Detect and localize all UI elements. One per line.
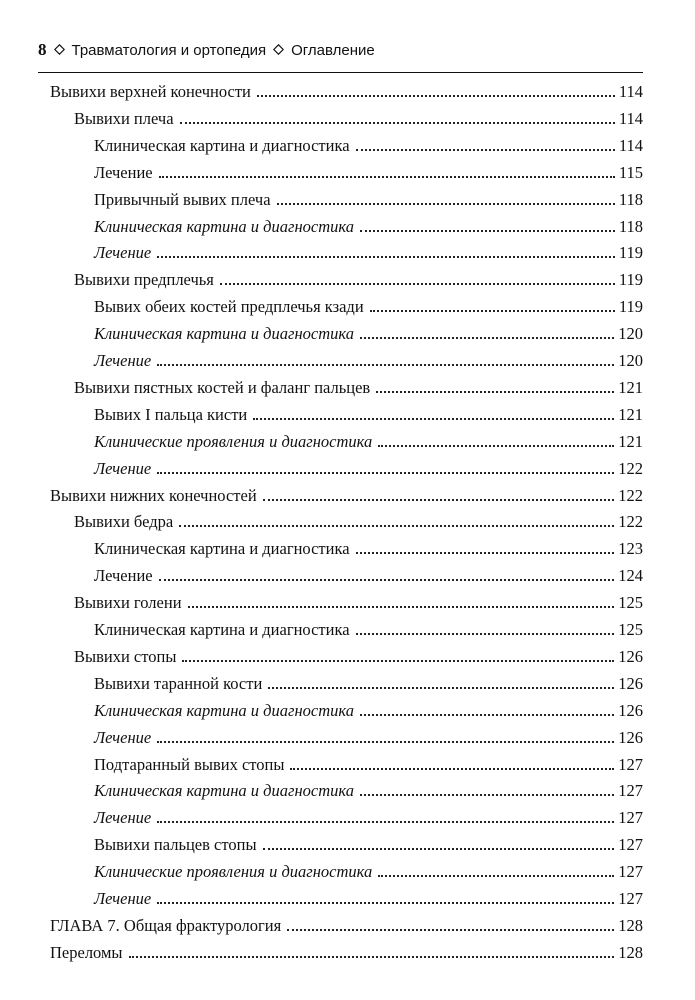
dot-leader <box>220 283 615 285</box>
toc-entry-page: 125 <box>618 620 643 639</box>
toc-entry-page: 124 <box>618 566 643 586</box>
toc-entry-title: Вывихи предплечья <box>74 270 214 290</box>
toc-entry[interactable] <box>94 749 643 775</box>
toc-entry-title: Клиническая картина и диагностика <box>94 620 350 639</box>
toc-entry-title: Клиническая картина и диагностика <box>94 539 350 559</box>
toc-entry-title: Вывихи пальцев стопы <box>94 835 257 855</box>
running-header <box>38 38 658 62</box>
dot-leader <box>360 794 614 796</box>
toc-entry[interactable] <box>94 291 643 317</box>
toc-entry[interactable] <box>50 910 643 936</box>
toc-entry[interactable] <box>50 76 643 102</box>
section-title: Оглавление <box>291 41 375 59</box>
toc-entry-title: Лечение <box>94 458 152 478</box>
toc-entry-page: 121 <box>618 431 643 451</box>
toc-entry-page: 127 <box>618 754 643 774</box>
toc-entry-title: ГЛАВА 7. Общая фрактурология <box>50 915 282 935</box>
dot-leader <box>277 203 615 205</box>
toc-entry-page: 121 <box>618 377 643 397</box>
toc-entry-page: 119 <box>618 243 643 263</box>
toc-entry-title: Вывихи бедра <box>74 512 174 532</box>
toc-entry-page: 115 <box>618 162 643 182</box>
dot-leader <box>188 606 615 608</box>
toc-entry[interactable] <box>94 695 643 721</box>
toc-entry-title: Лечение <box>94 808 152 828</box>
dot-leader <box>360 714 614 716</box>
toc-entry[interactable] <box>94 237 643 263</box>
dot-leader <box>157 472 614 474</box>
toc-entry-title: Лечение <box>94 889 152 908</box>
toc-entry[interactable] <box>50 937 643 963</box>
toc-entry-title: Подтаранный вывих стопы <box>94 754 285 774</box>
dot-leader <box>356 633 615 635</box>
toc-entry-title: Вывихи пястных костей и фаланг пальцев <box>74 377 371 397</box>
toc-entry-title: Клиническая картина и диагностика <box>94 700 354 720</box>
toc-entry-title: Привычный вывих плеча <box>94 189 271 209</box>
toc-entry-page: 127 <box>618 835 643 855</box>
dot-leader <box>182 660 614 662</box>
toc-entry[interactable] <box>74 372 643 398</box>
dot-leader <box>253 418 614 420</box>
toc-entry-page: 128 <box>618 915 643 935</box>
toc-entry-title: Вывих обеих костей предплечья кзади <box>94 297 364 317</box>
toc-entry-page: 118 <box>618 216 643 236</box>
dot-leader <box>378 875 614 877</box>
dot-leader <box>370 310 615 312</box>
book-title: Травматология и ортопедия <box>71 41 267 59</box>
toc-entry[interactable] <box>94 614 643 640</box>
toc-entry-page: 126 <box>618 700 643 720</box>
toc-entry-title: Клиническая картина и диагностика <box>94 135 350 155</box>
toc-entry-page: 121 <box>618 404 643 424</box>
toc-entry-title: Лечение <box>94 162 153 182</box>
dot-leader <box>263 848 615 850</box>
toc-entry[interactable] <box>94 856 643 882</box>
dot-leader <box>157 902 614 904</box>
toc-entry[interactable] <box>94 426 643 452</box>
dot-leader <box>263 499 615 501</box>
toc-entry-page: 122 <box>618 512 643 532</box>
toc-entry-title: Клиническая картина и диагностика <box>94 216 354 236</box>
diamond-outline-icon <box>273 43 284 58</box>
dot-leader <box>157 256 615 258</box>
dot-leader <box>356 149 615 151</box>
toc-entry[interactable] <box>94 453 643 479</box>
diamond-outline-icon <box>54 43 65 58</box>
toc-entry[interactable] <box>74 587 643 613</box>
toc-entry[interactable] <box>74 641 643 667</box>
dot-leader <box>179 525 614 527</box>
dot-leader <box>290 768 614 770</box>
toc-entry-page: 123 <box>618 539 643 559</box>
toc-entry-page: 126 <box>618 673 643 693</box>
dot-leader <box>159 176 615 178</box>
toc-entry-title: Вывихи нижних конечностей <box>50 485 257 505</box>
toc-entry-title: Вывих I пальца кисти <box>94 404 248 424</box>
dot-leader <box>257 95 615 97</box>
toc-entry-title: Вывихи верхней конечности <box>50 82 251 101</box>
toc-entry-page: 114 <box>618 108 643 128</box>
toc-entry[interactable] <box>94 883 643 909</box>
toc-entry-page: 119 <box>618 270 643 290</box>
toc-entry-page: 128 <box>618 942 643 962</box>
toc-entry-title: Переломы <box>50 942 123 962</box>
toc-entry-title: Вывихи стопы <box>74 646 177 666</box>
toc-entry-title: Вывихи таранной кости <box>94 673 263 693</box>
toc-entry-page: 126 <box>618 727 643 747</box>
dot-leader <box>360 230 615 232</box>
toc-entry-title: Лечение <box>94 243 152 263</box>
toc-entry[interactable] <box>74 103 643 129</box>
dot-leader <box>180 122 615 124</box>
toc-entry-page: 127 <box>618 781 643 801</box>
toc-entry-title: Клиническая картина и диагностика <box>94 324 354 344</box>
toc-entry-title: Лечение <box>94 727 152 747</box>
dot-leader <box>356 552 615 554</box>
toc-entry[interactable] <box>94 399 643 425</box>
toc-entry[interactable] <box>94 560 643 586</box>
dot-leader <box>129 956 615 958</box>
dot-leader <box>376 391 614 393</box>
toc-entry-title: Лечение <box>94 566 153 586</box>
toc-entry-page: 127 <box>618 862 643 882</box>
toc-entry[interactable] <box>94 211 643 237</box>
toc-entry-page: 125 <box>618 593 643 613</box>
dot-leader <box>268 687 614 689</box>
dot-leader <box>378 445 614 447</box>
toc-entry-page: 126 <box>618 646 643 666</box>
toc-entry[interactable] <box>94 533 643 559</box>
toc-entry-title: Вывихи голени <box>74 593 182 613</box>
toc-entry-page: 120 <box>618 351 643 370</box>
toc-entry[interactable] <box>94 184 643 210</box>
toc-entry[interactable] <box>50 480 643 506</box>
toc-entry[interactable] <box>94 829 643 855</box>
toc-entry[interactable] <box>94 130 643 156</box>
toc-entry-page: 114 <box>618 135 643 155</box>
page-number: 8 <box>38 40 47 59</box>
toc-entry-page: 122 <box>618 458 643 478</box>
toc-entry-page: 119 <box>618 297 643 317</box>
toc-entry-page: 118 <box>618 189 643 209</box>
toc-entry[interactable] <box>94 775 643 801</box>
toc-entry[interactable] <box>94 345 643 371</box>
toc-entry-page: 127 <box>618 889 643 908</box>
toc-entry-title: Лечение <box>94 351 152 370</box>
toc-entry-title: Вывихи плеча <box>74 108 174 128</box>
toc-entry[interactable] <box>74 264 643 290</box>
toc-entry[interactable] <box>94 318 643 344</box>
dot-leader <box>157 364 614 366</box>
toc-entry-title: Клинические проявления и диагностика <box>94 862 373 882</box>
toc-entry-title: Клинические проявления и диагностика <box>94 431 373 451</box>
header-rule <box>38 72 643 73</box>
toc-entry[interactable] <box>94 722 643 748</box>
toc-entry[interactable] <box>94 802 643 828</box>
toc-entry[interactable] <box>94 668 643 694</box>
dot-leader <box>287 929 614 931</box>
dot-leader <box>360 337 614 339</box>
toc-entry-page: 122 <box>618 485 643 505</box>
dot-leader <box>157 821 614 823</box>
toc-entry-page: 120 <box>618 324 643 344</box>
toc-entry-title: Клиническая картина и диагностика <box>94 781 354 801</box>
toc-entry-page: 114 <box>618 82 643 101</box>
dot-leader <box>159 579 615 581</box>
dot-leader <box>157 741 614 743</box>
toc-entry[interactable] <box>94 157 643 183</box>
toc-entry-page: 127 <box>618 808 643 828</box>
toc-entry[interactable] <box>74 506 643 532</box>
